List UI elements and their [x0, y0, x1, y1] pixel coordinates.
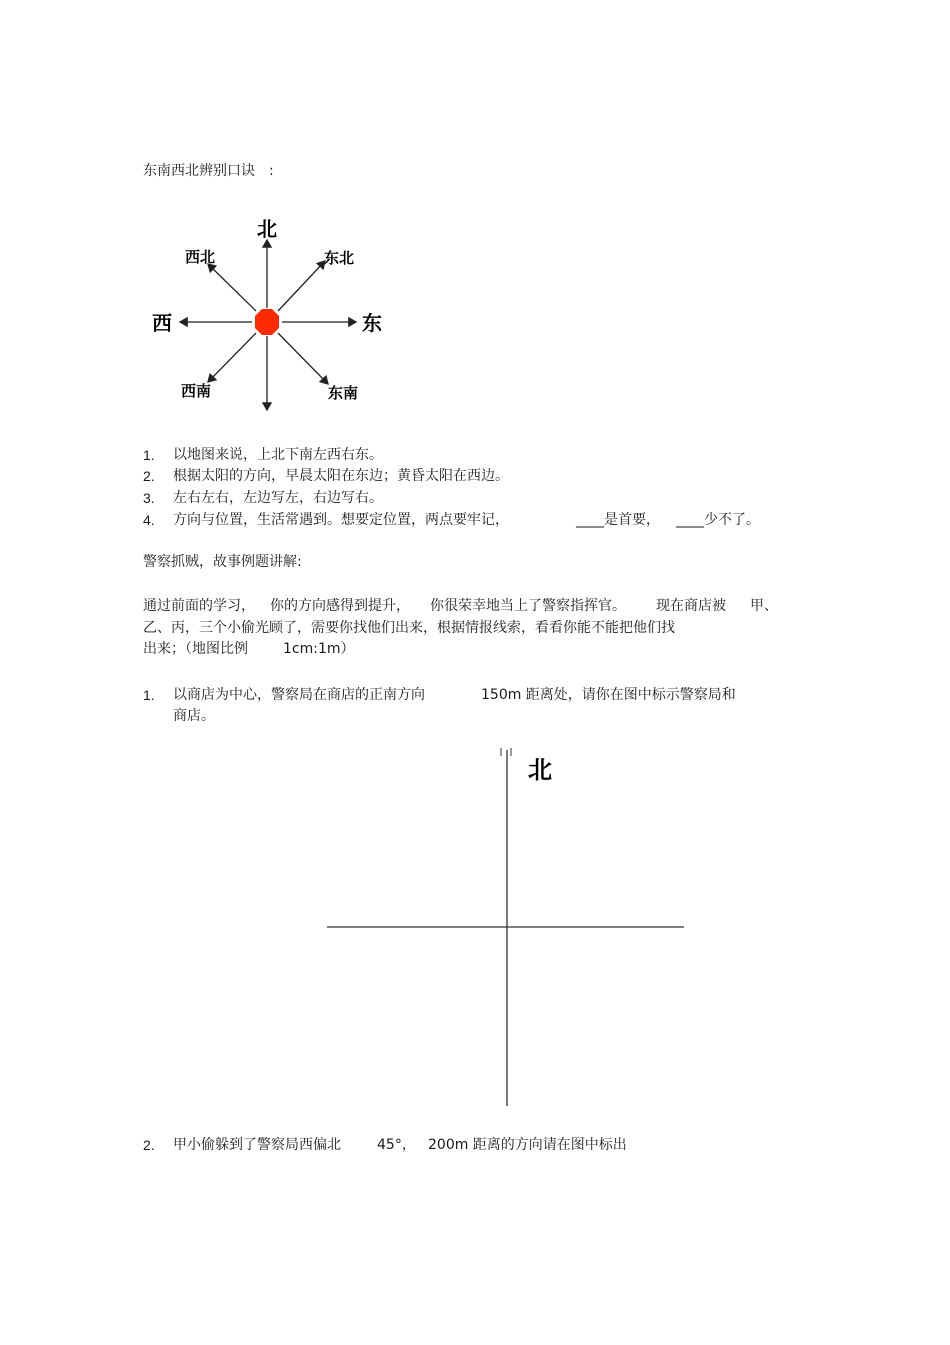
rule-4-number: 4.	[143, 512, 155, 528]
intro-line-3b: 1cm:1m）	[283, 641, 355, 657]
compass-diagram	[140, 212, 390, 412]
label-southwest: 西南	[180, 382, 212, 400]
rule-1-number: 1.	[143, 447, 155, 463]
rule-4-blank-1: ____是首要，	[576, 512, 660, 528]
arrow-northwest	[208, 264, 256, 311]
rule-4-blank-2: ____少不了。	[676, 512, 760, 528]
label-west: 西	[152, 311, 172, 335]
answer-grid	[320, 740, 700, 1112]
label-east: 东	[362, 311, 382, 335]
intro-line-1c: 你很荣幸地当上了警察指挥官。	[430, 598, 626, 614]
label-northeast: 东北	[323, 249, 355, 267]
rule-3-number: 3.	[143, 490, 155, 506]
question-2-text-b: 45°，	[377, 1137, 416, 1153]
intro-line-1a: 通过前面的学习，	[143, 598, 255, 614]
label-southeast: 东南	[327, 384, 359, 402]
grid-north-label: 北	[528, 756, 552, 784]
intro-line-1e: 甲、	[750, 598, 778, 614]
story-heading: 警察抓贼，故事例题讲解:	[143, 554, 302, 570]
intro-line-3a: 出来；（地图比例	[143, 641, 248, 657]
label-north: 北	[257, 217, 277, 241]
page-title: 东南西北辨别口诀 :	[143, 163, 274, 179]
intro-line-1d: 现在商店被	[656, 598, 726, 614]
question-2-text-c: 200m 距离的方向请在图中标出	[428, 1137, 627, 1153]
arrow-northeast	[278, 261, 325, 311]
label-northwest: 西北	[184, 248, 216, 266]
rule-4-text: 方向与位置，生活常遇到。想要定位置，两点要牢记，	[173, 512, 509, 528]
question-2-number: 2.	[143, 1137, 155, 1153]
question-1-text-c: 商店。	[173, 708, 215, 724]
intro-line-1b: 你的方向感得到提升，	[270, 598, 410, 614]
question-1-number: 1.	[143, 687, 155, 703]
rule-2-text: 根据太阳的方向，早晨太阳在东边；黄昏太阳在西边。	[173, 468, 509, 484]
rule-3-text: 左右左右，左边写左，右边写右。	[173, 490, 383, 506]
question-1-text-a: 以商店为中心，警察局在商店的正南方向	[173, 687, 425, 703]
arrow-southwest	[208, 333, 256, 382]
rule-2-number: 2.	[143, 468, 155, 484]
arrow-southeast	[278, 333, 328, 384]
question-2-text-a: 甲小偷躲到了警察局西偏北	[173, 1137, 341, 1153]
question-1-text-b: 150m 距离处，请你在图中标示警察局和	[481, 687, 736, 703]
rule-1-text: 以地图来说，上北下南左西右东。	[173, 447, 383, 463]
center-marker	[255, 309, 279, 335]
intro-line-2: 乙、丙，三个小偷光顾了，需要你找他们出来，根据情报线索，看看你能不能把他们找	[143, 620, 675, 636]
